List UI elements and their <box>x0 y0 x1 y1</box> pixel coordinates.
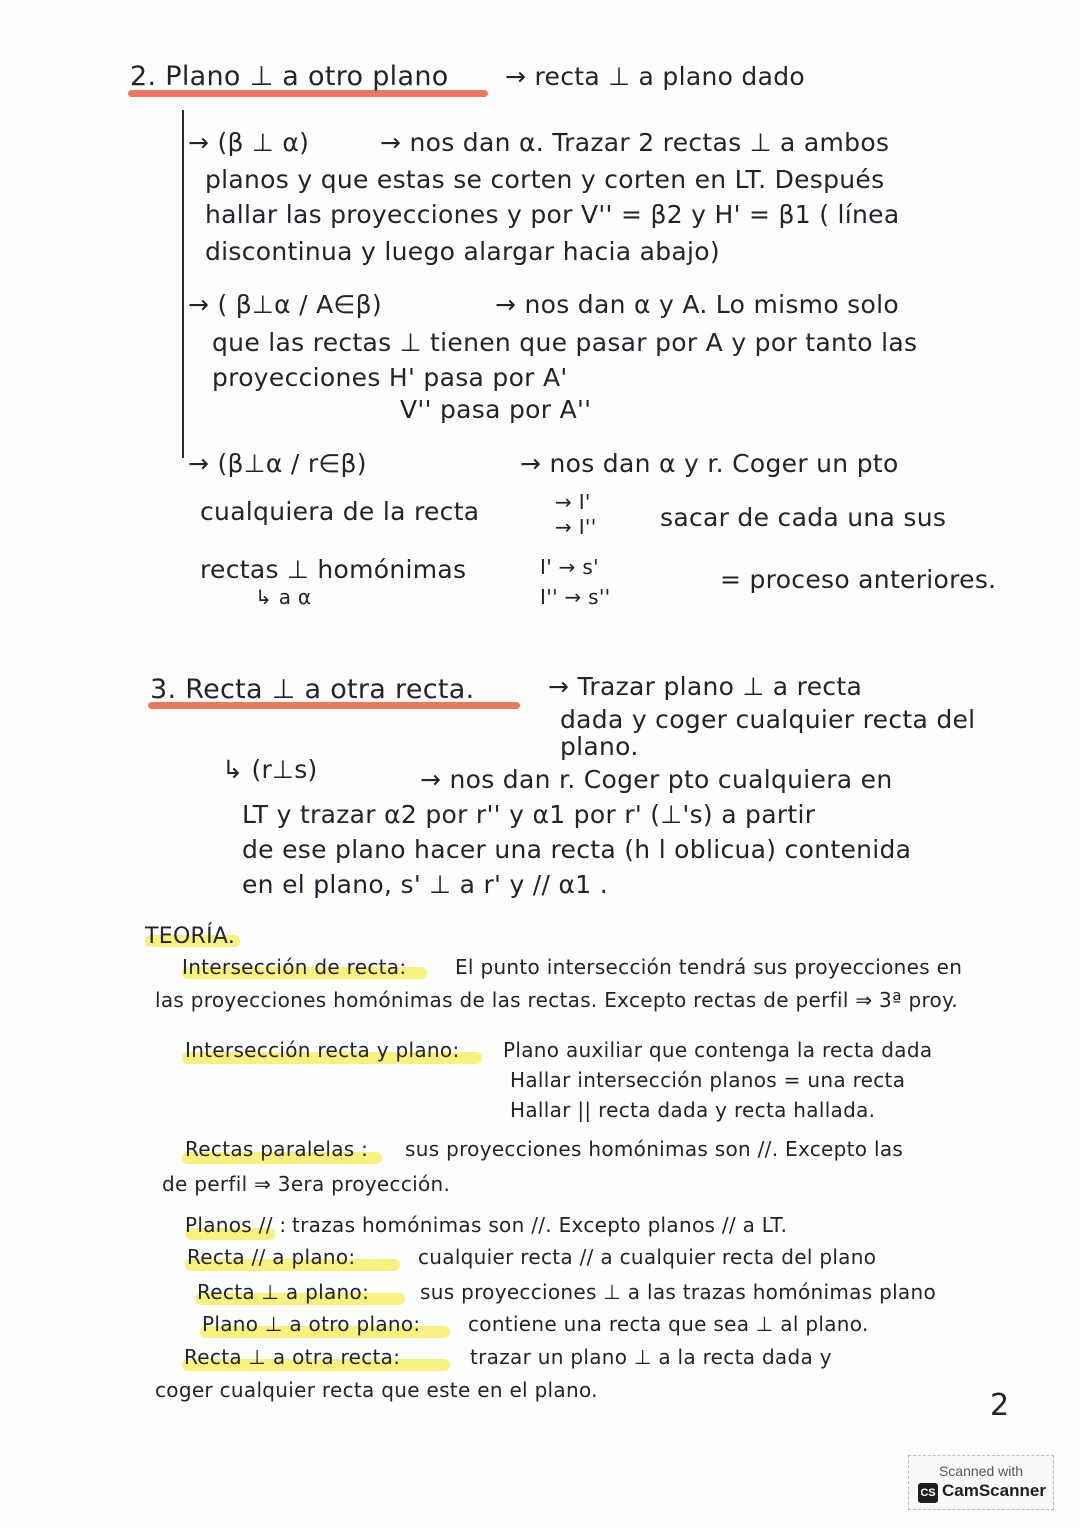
case-label: → (β ⊥ α) <box>188 128 310 157</box>
theory-term: Recta ⊥ a plano: <box>197 1280 370 1304</box>
case-text: → nos dan α y A. Lo mismo solo <box>495 290 899 319</box>
theory-text: cualquier recta // a cualquier recta del plano <box>418 1245 877 1269</box>
section-3-summary: → Trazar plano ⊥ a recta <box>548 672 863 701</box>
case-text: V'' pasa por A'' <box>400 395 592 424</box>
watermark-caption: Scanned with <box>938 1463 1024 1479</box>
case-text: rectas ⊥ homónimas <box>200 555 467 584</box>
case-text: en el plano, s' ⊥ a r' y // α1 . <box>242 870 608 899</box>
case-text: → nos dan r. Coger pto cualquiera en <box>420 765 893 794</box>
case-text: → nos dan α y r. Coger un pto <box>520 449 899 478</box>
theory-text: El punto intersección tendrá sus proyecciones en <box>455 955 963 979</box>
page-number: 2 <box>990 1388 1010 1423</box>
case-text: sacar de cada una sus <box>660 503 947 532</box>
case-text: discontinua y luego alargar hacia abajo) <box>205 237 720 266</box>
camscanner-watermark <box>908 1455 1054 1510</box>
theory-text: sus proyecciones homónimas son //. Excepto las <box>405 1137 904 1161</box>
section-3-summary: dada y coger cualquier recta del <box>560 705 976 734</box>
theory-text: las proyecciones homónimas de las rectas. Excepto rectas de perfil ⇒ 3ª proy. <box>155 988 959 1012</box>
case-text: que las rectas ⊥ tienen que pasar por A y por tanto las <box>212 328 918 357</box>
section-2-summary: → recta ⊥ a plano dado <box>505 62 805 91</box>
teoria-title: TEORÍA. <box>145 924 236 949</box>
theory-term: Recta // a plano: <box>187 1245 356 1269</box>
theory-term: Intersección recta y plano: <box>185 1038 460 1062</box>
case-text: I'' → s'' <box>540 585 611 609</box>
case-text: proyecciones H' pasa por A' <box>212 363 568 392</box>
theory-text: Plano auxiliar que contenga la recta dada <box>503 1038 933 1062</box>
case-text: hallar las proyecciones y por V'' = β2 y H' = β1 ( línea <box>205 200 900 229</box>
section-3-title: 3. Recta ⊥ a otra recta. <box>150 674 475 705</box>
theory-term: Rectas paralelas : <box>185 1137 369 1161</box>
theory-text: coger cualquier recta que este en el plano. <box>155 1378 598 1402</box>
case-text: I' → s' <box>540 555 599 579</box>
case-label: → ( β⊥α / A∈β) <box>188 290 382 319</box>
theory-term: Plano ⊥ a otro plano: <box>202 1312 421 1336</box>
theory-text: Hallar || recta dada y recta hallada. <box>510 1098 876 1122</box>
theory-text: trazas homónimas son //. Excepto planos // a LT. <box>292 1213 788 1237</box>
case-label: → (β⊥α / r∈β) <box>188 449 367 478</box>
watermark-brand: CamScanner <box>942 1481 1046 1500</box>
case-text: → nos dan α. Trazar 2 rectas ⊥ a ambos <box>380 128 890 157</box>
theory-term: Recta ⊥ a otra recta: <box>184 1345 401 1369</box>
case-text: → I'' <box>555 515 597 539</box>
case-text: cualquiera de la recta <box>200 497 480 526</box>
theory-text: trazar un plano ⊥ a la recta dada y <box>470 1345 832 1369</box>
theory-text: contiene una recta que sea ⊥ al plano. <box>468 1312 869 1336</box>
theory-text: Hallar intersección planos = una recta <box>510 1068 906 1092</box>
theory-text: de perfil ⇒ 3era proyección. <box>162 1172 451 1196</box>
section-2-title: 2. Plano ⊥ a otro plano <box>130 61 449 92</box>
camscanner-logo-icon: CS <box>918 1483 938 1503</box>
case-text: = proceso anteriores. <box>720 565 997 594</box>
case-text: de ese plano hacer una recta (h l oblicua) contenida <box>242 835 912 864</box>
case-label: ↳ (r⊥s) <box>222 755 318 784</box>
tree-line <box>182 110 184 458</box>
theory-text: sus proyecciones ⊥ a las trazas homónimas plano <box>420 1280 937 1304</box>
case-text: ↳ a α <box>255 585 312 609</box>
case-text: → I' <box>555 490 591 514</box>
theory-term: Intersección de recta: <box>182 955 407 979</box>
case-text: planos y que estas se corten y corten en LT. Después <box>205 165 885 194</box>
section-3-summary: plano. <box>560 732 639 761</box>
theory-term: Planos // : <box>185 1213 287 1237</box>
case-text: LT y trazar α2 por r'' y α1 por r' (⊥'s) a partir <box>242 800 816 829</box>
